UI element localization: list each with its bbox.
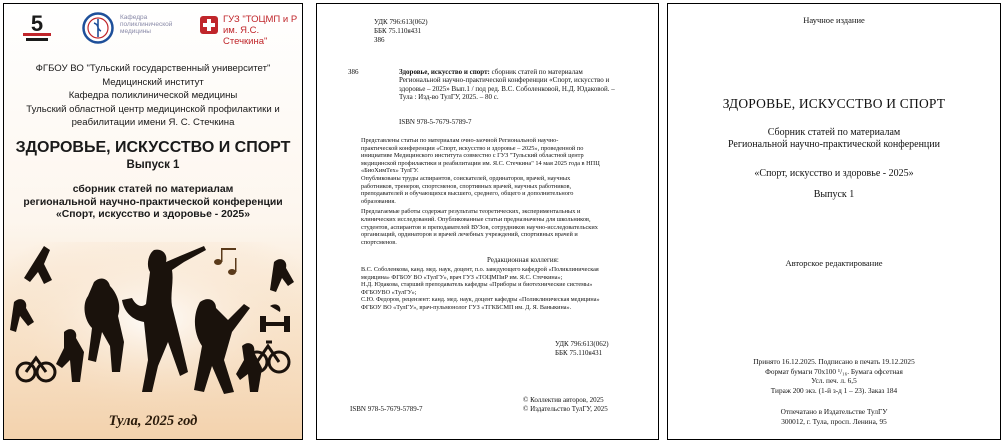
board-line: ФГБОУВО «ТулГУ»; <box>361 288 417 296</box>
copyright-publisher: © Издательство ТулГУ, 2025 <box>523 405 608 413</box>
abstract-line: медицинской профилактики и реабилитации им. Я.С. Стечкина" 14 мая 2025 года в НПЦ <box>361 159 600 167</box>
copyright-authors: © Коллектив авторов, 2025 <box>523 396 604 404</box>
cover-org-line: Тульский областной центр медицинской профилактики и <box>26 103 280 115</box>
svg-text:5: 5 <box>30 11 44 36</box>
printer-line: 300012, г. Тула, просп. Ленина, 95 <box>781 416 887 426</box>
printer-line: Отпечатано в Издательстве ТулГУ <box>780 407 888 416</box>
board-line: ФГБОУ ВО «ТулГУ», врач-пульмонолог ГУЗ «ТГКБСМП им. Д. Я. Ваныкина». <box>361 303 572 311</box>
bbk-code-top: ББК 75.110я431 <box>374 27 422 35</box>
bibliographic-record <box>399 68 645 101</box>
title-page <box>667 3 1001 440</box>
abstract-line: «БиоХимТех» ТулГУ. <box>361 167 419 175</box>
publishing-line: Формат бумаги 70x100 ¹/₁₆. Бумага офсетная <box>765 366 903 376</box>
cover-collection <box>4 184 302 222</box>
cover-org-line: реабилитации имени Я. С. Стечкина <box>71 117 235 128</box>
board-line: Н.Д. Юдакова, старший преподаватель кафедры «Приборы и биотехнические системы» <box>361 281 593 288</box>
cover-title: ЗДОРОВЬЕ, ИСКУССТВО И СПОРТ <box>15 139 291 156</box>
abstract-line: клинических исследований. Опубликованные статьи предназначены для школьников, <box>361 215 591 223</box>
publication-type: Научное издание <box>803 15 865 25</box>
medical-institute-logo-icon <box>82 12 114 44</box>
guz-logo <box>223 14 301 47</box>
cover-collection-line: «Спорт, искусство и здоровье - 2025» <box>56 209 250 220</box>
imprint-page <box>316 3 659 440</box>
bib-title: Здоровье, искусство и спорт: <box>399 68 490 76</box>
bib-line: здоровье – 2025» Вып.1 / под ред. В.С. Соболенковой, Н.Д. Юдаковой. – <box>399 84 615 93</box>
bib-first-line <box>399 68 645 76</box>
cover-organization <box>4 62 302 130</box>
cover-collection-line: региональной научно-практической конференции <box>23 196 283 208</box>
udk-code-bottom: УДК 796:613(062) <box>555 340 609 348</box>
kafedra-logo-line: Кафедра <box>120 14 148 21</box>
kafedra-logo-line: медицины <box>120 28 151 35</box>
publishing-line: Усл. печ. л. 6,5 <box>811 376 857 386</box>
board-line: медицина» ФГБОУ ВО «ТулГУ», врач ГУЗ «ТОЦМПиР им. Я.С. Стечкина»; <box>361 273 563 281</box>
editorial-board <box>361 266 651 311</box>
title-page-issue: Выпуск 1 <box>813 189 855 200</box>
abstract-line: организаций, ординаторов и врачей лечебных учреждений, спортивных врачей и <box>361 231 578 239</box>
abstract <box>361 137 645 246</box>
cover-city-year: Тула, 2025 год <box>108 413 198 429</box>
board-line: С.Ю. Федоров, рецензент: канд. мед. наук, доцент кафедры «Поликлиническая медицина» <box>361 296 600 303</box>
abstract-line: Представлены статьи по материалам очно-заочной Региональной научно- <box>361 137 559 144</box>
guz-logo-line: ГУЗ "ТОЦМП и Р <box>223 14 298 25</box>
abstract-line: работников, тренеров, спортсменов, спортивных врачей, научных работников, <box>361 182 572 190</box>
abstract-line: студентов, аспирантов и преподавателей ВУЗов, сотрудников научно-исследовательских <box>361 223 598 231</box>
title-page-conference: «Спорт, искусство и здоровье - 2025» <box>754 168 914 179</box>
red-cross-icon <box>200 16 218 34</box>
abstract-line: Опубликованы труды аспирантов, соискателей, ординаторов, врачей, научных <box>361 174 571 182</box>
title-page-subtitle-2: Региональной научно-практической конференции <box>727 139 940 150</box>
publishing-details <box>668 357 1000 396</box>
kafedra-logo <box>120 14 192 35</box>
cover-issue: Выпуск 1 <box>126 159 180 171</box>
guz-logo-line: им. Я.С. Стечкина" <box>223 25 268 47</box>
abstract-line: Предлагаемые работы содержат результаты теоретических, экспериментальных и <box>361 208 581 216</box>
kafedra-logo-line: поликлинической <box>120 21 173 28</box>
editorial-board-heading: Редакционная коллегия: <box>487 256 559 264</box>
abstract-line: спортсменов. <box>361 238 397 246</box>
author-sign-top: З86 <box>374 36 385 44</box>
board-line: В.С. Соболенкова, канд. мед. наук, доцент, п.о. заведующего кафедрой «Поликлиническая <box>361 266 599 273</box>
cover-logos <box>4 4 302 49</box>
bib-line: Региональной научно-практической конференции «Спорт, искусство и <box>399 76 610 85</box>
isbn-mid: ISBN 978-5-7679-5789-7 <box>399 118 472 126</box>
cover-silhouette-illustration <box>4 242 303 414</box>
abstract-line: инициативе Медицинского института совместно с ГУЗ "Тульский областной центр <box>361 152 584 160</box>
publishing-line: Принято 16.12.2025. Подписано в печать 19.12.2025 <box>753 357 915 366</box>
editing-note: Авторское редактирование <box>785 258 883 268</box>
anniversary-logo-icon <box>20 10 54 44</box>
abstract-line: практической конференции «Спорт, искусство и здоровье – 2025», проведенной по <box>361 144 584 152</box>
cover-collection-line: сборник статей по материалам <box>72 184 234 195</box>
title-page-subtitle-1: Сборник статей по материалам <box>767 127 901 138</box>
isbn-bottom: ISBN 978-5-7679-5789-7 <box>350 405 423 413</box>
book-cover <box>3 3 303 440</box>
title-page-title: ЗДОРОВЬЕ, ИСКУССТВО И СПОРТ <box>722 96 946 111</box>
bbk-code-bottom: ББК 75.110я431 <box>555 349 603 357</box>
bib-line: Тула : Изд-во ТулГУ, 2025. – 80 с. <box>399 92 499 101</box>
abstract-line: образования. <box>361 197 396 205</box>
cover-org-line: ФГБОУ ВО "Тульский государственный университет" <box>35 63 271 74</box>
author-sign-left: З86 <box>348 68 359 76</box>
udk-code-top: УДК 796:613(062) <box>374 18 428 26</box>
cover-org-line: Медицинский институт <box>102 76 204 88</box>
abstract-line: преподавателей и обучающихся высшего, среднего, общего и дополнительного <box>361 190 574 198</box>
bib-line: сборник статей по материалам <box>491 68 583 76</box>
publishing-line: Тираж 200 экз. (1-й з-д 1 – 23). Заказ 184 <box>770 386 898 396</box>
printer-info <box>668 407 1000 426</box>
cover-org-line: Кафедра поликлинической медицины <box>68 90 238 101</box>
